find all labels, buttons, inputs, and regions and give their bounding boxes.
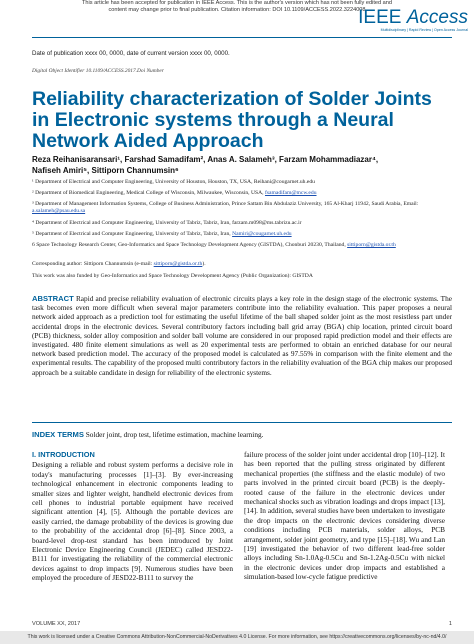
author-line-1: Reza Reihanisaransari¹, Farshad Samadifam², Anas A. Salameh³, Farzam Mohammadiazar⁴, — [32, 155, 379, 164]
publication-dates: Date of publication xxxx 00, 0000, date of current version xxxx 00, 0000. — [32, 50, 230, 57]
affiliation-3-email[interactable]: a.salameh@psau.edu.sa — [32, 208, 86, 215]
affiliation-1: ¹ Department of Electrical and Computer Engineering, University of Houston, Houston, TX, USA, Reihani@cougarnet.uh.edu — [32, 179, 315, 185]
section-heading-introduction: I. INTRODUCTION — [32, 450, 95, 459]
corresponding-email[interactable]: sittiporn@gistda.or.th — [153, 261, 203, 267]
index-terms-body: Solder joint, drop test, lifetime estimation, machine learning. — [85, 430, 264, 439]
body-column-right — [244, 450, 445, 582]
author-list — [32, 155, 452, 176]
body-column-left — [32, 450, 233, 583]
intro-paragraph-left: Designing a reliable and robust system performs a decisive role in today's manufacturing processes [1]–[3]. By ever-increasing technological enhancement in electronic components leading to smaller sizes and lighter weight, handheld electronic devices from cell phones to industrial portable equipment have received significant attention [4], [5]. Although the portable devices are easily carried, the damage probability of the devices is growing due to the probability of the accidental drop [6]–[8]. Since 2003, a board-level drop-test standard has been introduced by Joint Electronic Device Engineering Council (JEDEC) called JESD22-B111 for investigating the reliability of the commercial electronic devices against to drop impacts [9]. Numerous studies have been employed the procedure of JESD22-B111 to survey the — [32, 460, 233, 583]
corresponding-author: Corresponding author: Sittiporn Channumsin (e-mail: sittiporn@gistda.or.th). — [32, 261, 206, 267]
header-divider — [32, 37, 452, 38]
affiliation-5: ⁵ Department of Electrical and Computer Engineering, University of Tabriz, Tabriz, Iran, Namiri@cougarnet.uh.edu — [32, 231, 292, 237]
index-terms-heading: INDEX TERMS — [32, 430, 84, 439]
logo-tagline: Multidisciplinary | Rapid Review | Open Access Journal — [380, 28, 468, 32]
abstract-divider — [32, 422, 452, 423]
funding-statement: This work was also funded by Geo-Informatics and Space Technology Development Agency (Public Organization): GISTDA — [32, 273, 313, 279]
affiliation-6-email[interactable]: sittiporn@gistda.or.th — [347, 242, 396, 248]
affiliation-2-email[interactable]: fsamadifam@mcw.edu — [264, 190, 317, 196]
paper-title: Reliability characterization of Solder Joints in Electronic systems through a Neural Network Aided Approach — [32, 88, 432, 152]
affiliation-4: ⁴ Department of Electrical and Computer Engineering, University of Tabriz, Tabriz, Iran, farzam.m098@ms.tabrizu.ac.ir — [32, 220, 302, 226]
doi-line: Digital Object Identifier 10.1109/ACCESS.2017.Doi Number — [32, 68, 164, 74]
ieee-access-logo — [356, 7, 468, 35]
affiliation-6: 6 Space Technology Research Center, Geo-Informatics and Space Technology Development Agency (GISTDA), Chonburi 20230, Thailand, sittiporn@gistda.or.th — [32, 242, 396, 248]
logo-product: Access — [406, 7, 468, 28]
affiliation-5-email[interactable]: Namiri@cougarnet.uh.edu — [232, 231, 292, 237]
logo-brand: IEEE — [358, 7, 402, 28]
page-number: 1 — [448, 621, 452, 627]
author-line-2: Nafiseh Amiri⁵, Sittiporn Channumsin⁶ — [32, 165, 179, 175]
footer-volume: VOLUME XX, 2017 — [32, 621, 81, 627]
license-bar[interactable]: This work is licensed under a Creative Commons Attribution-NonCommercial-NoDerivatives 4.0 License. For more information, see https://creativecommons.org/licenses/by-nc-nd/4.0/ — [0, 631, 474, 644]
abstract — [32, 294, 452, 377]
acceptance-notice-line1: This article has been accepted for publication in IEEE Access. This is the author's version which has not been fully edited and — [81, 0, 393, 6]
acceptance-notice-line2: content may change prior to final publication. Citation information: DOI 10.1109/ACCESS.2022.3224008 — [108, 7, 366, 13]
abstract-heading: ABSTRACT — [32, 294, 74, 303]
affiliation-3: ³ Department of Management Information Systems, College of Business Administration, Prince Sattam Bin Abdulaziz University, 165 Al-Kharj 11942, Saudi Arabia, Email: a.salameh@psau.edu.sa — [32, 201, 419, 215]
intro-paragraph-right: failure process of the solder joint under accidental drop [10]–[12]. It has been reported that the pulling stress originated by different mechanical properties (the stiffness and the elastic module) of two parts involved in the printed circuit board (PCB) is the deeply-rooted cause of the failure in the electronic devices under mechanical shocks such as vibration loadings and drops impact [13], [14]. In addition, several studies have been undertaken to investigate the drop impacts on the electronic devices considering diverse conditions including PCB materials, solder alloys, PCB arrangement, solder joint geometry, and type [15]–[18]. Wu and Lan [19] investigated the behavior of two different lead-free solder alloys including Sn-1.0Ag-0.5Cu and Sn-1.2Ag-0.5Cu with nickel in the electronic devices under drop impacts and established a simulation-based low-cycle fatigue predictive — [244, 450, 445, 582]
abstract-body: Rapid and precise reliability evaluation of electronic circuits plays a key role in the design stage of the electronic systems. The task becomes even more difficult when several major parameters contribute into the reliability evaluation. This paper proposes a neural network aided approach as a prediction tool for estimating the useful lifetime of the ball shaped solder joint as the most resistless part under accidental drops in the electronic devices. Several contributory factors including ball grid array (BGA) chip location, printed circuit board (PCB) thickness, solder alloy composition and solder ball volume are considered in our proposed rapid prediction model and their effects are investigated. 480 finite element simulations as well as 20 experimental tests are performed to obtain an enriched database for our neural network based prediction model. The accuracy of the proposed model is calculated as 97.55% in comparison with the finite element and the experimental results. The capability of the proposed multi contributory factors in the reliability evaluation of the BGA chip makes our proposed approach be a suitable candidate in design for reliability of the electronic systems. — [32, 294, 453, 377]
affiliation-2: ² Department of Biomedical Engineering, Medical College of Wisconsin, Milwaukee, Wisconsin, USA, fsamadifam@mcw.edu — [32, 190, 317, 196]
index-terms — [32, 430, 452, 439]
